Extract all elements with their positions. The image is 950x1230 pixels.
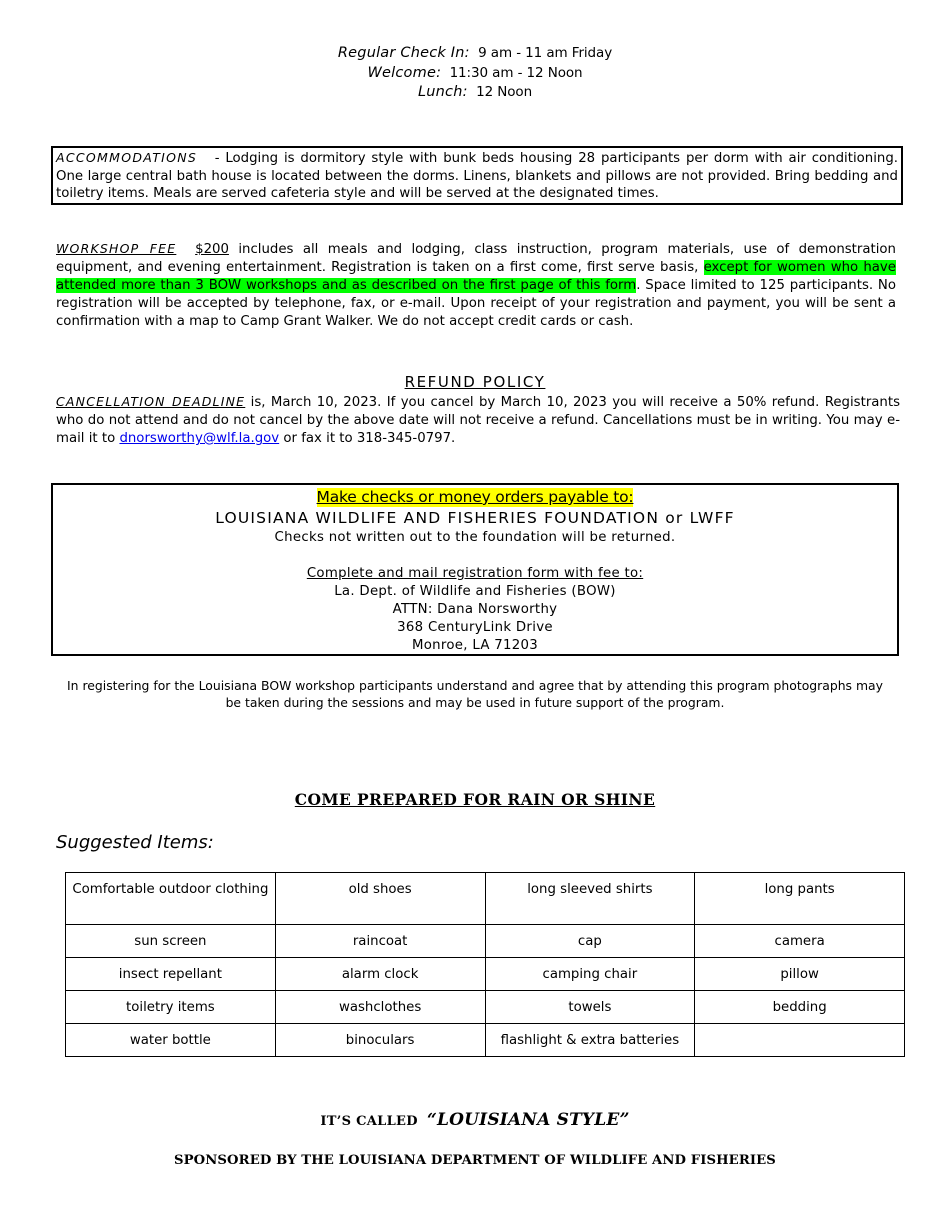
checkin-label: Regular Check In:	[337, 45, 470, 61]
workshop-fee-label: WORKSHOP FEE	[56, 241, 177, 256]
accommodations-box	[51, 146, 903, 205]
suggested-items-label: Suggested Items:	[56, 832, 214, 853]
mail-heading: Complete and mail registration form with fee to:	[306, 566, 644, 581]
email-link[interactable]: dnorsworthy@wlf.la.gov	[119, 431, 280, 446]
table-cell: pillow	[695, 958, 905, 991]
refund-policy-title: REFUND POLICY	[404, 373, 546, 391]
sponsor-line: SPONSORED BY THE LOUISIANA DEPARTMENT OF WILDLIFE AND FISHERIES	[174, 1153, 776, 1168]
foundation-name: LOUISIANA WILDLIFE AND FISHERIES FOUNDATION or LWFF	[215, 509, 735, 527]
table-cell: water bottle	[66, 1024, 276, 1057]
table-cell: camera	[695, 925, 905, 958]
payment-box	[51, 483, 899, 656]
table-row	[66, 958, 905, 991]
suggested-items-table	[65, 872, 905, 1057]
table-cell: Comfortable outdoor clothing	[66, 873, 276, 925]
welcome-value: 11:30 am - 12 Noon	[449, 64, 583, 81]
schedule	[0, 44, 950, 103]
payment-title: Make checks or money orders payable to:	[316, 488, 634, 506]
table-row	[66, 873, 905, 925]
address-line: Monroe, LA 71203	[411, 638, 539, 653]
refund-text-1: is, March 10, 2023. If you cancel by March 10, 2023 you will receive a 50% refund. Registrants who do not attend and do not cancel by the above date will not receive a refund. Cancellations must be in writing. You may e-mail it to	[56, 395, 901, 446]
table-cell: alarm clock	[275, 958, 485, 991]
table-cell: insect repellant	[66, 958, 276, 991]
table-cell: washclothes	[275, 991, 485, 1024]
address-line: 368 CenturyLink Drive	[397, 620, 553, 635]
table-cell	[695, 1024, 905, 1057]
its-called-line	[0, 1108, 950, 1134]
table-cell: flashlight & extra batteries	[485, 1024, 695, 1057]
address-line: La. Dept. of Wildlife and Fisheries (BOW)	[334, 584, 616, 599]
table-cell: long sleeved shirts	[485, 873, 695, 925]
address-line: ATTN: Dana Norsworthy	[392, 602, 558, 617]
workshop-fee-text-2: . Space limited to 125 participants. No registration will be accepted by telephone, fax, or e-mail. Upon receipt of your registration and payment, you will be sent a confirmation with a map to Camp Grant Walker. We do not accept credit cards or cash.	[56, 278, 897, 329]
table-cell: binoculars	[275, 1024, 485, 1057]
workshop-fee-amount: $200	[195, 242, 229, 257]
table-cell: towels	[485, 991, 695, 1024]
lunch-row	[0, 83, 950, 103]
table-cell: long pants	[695, 873, 905, 925]
louisiana-style-text: “LOUISIANA STYLE”	[427, 1110, 630, 1130]
table-cell: sun screen	[66, 925, 276, 958]
table-cell: camping chair	[485, 958, 695, 991]
its-called-text: IT’S CALLED	[320, 1114, 418, 1129]
accommodations-label: ACCOMMODATIONS	[56, 150, 198, 165]
come-prepared-heading: COME PREPARED FOR RAIN OR SHINE	[294, 790, 656, 809]
workshop-fee-paragraph	[56, 240, 896, 331]
workshop-fee-text-1: includes all meals and lodging, class instruction, program materials, use of demonstration equipment, and evening entertainment. Registration is taken on a first come, first serve basis,	[56, 242, 896, 275]
workshop-fee-highlight: except for women who have attended more than 3 BOW workshops and as described on the first page of this form	[56, 260, 896, 293]
table-row	[66, 991, 905, 1024]
payment-warning: Checks not written out to the foundation will be returned.	[274, 530, 676, 545]
checkin-value: 9 am - 11 am Friday	[478, 45, 613, 61]
lunch-value: 12 Noon	[476, 84, 533, 100]
table-cell: bedding	[695, 991, 905, 1024]
table-row	[66, 925, 905, 958]
refund-text-2: or fax it to 318-345-0797.	[279, 431, 456, 446]
table-cell: old shoes	[275, 873, 485, 925]
table-cell: raincoat	[275, 925, 485, 958]
table-cell: toiletry items	[66, 991, 276, 1024]
cancellation-deadline-label: CANCELLATION DEADLINE	[56, 394, 246, 409]
photo-consent-note: In registering for the Louisiana BOW workshop participants understand and agree that by attending this program photographs may be taken during the sessions and may be used in future support of the program.	[67, 678, 883, 710]
checkin-row	[0, 44, 950, 64]
table-cell: cap	[485, 925, 695, 958]
lunch-label: Lunch:	[417, 84, 468, 100]
welcome-row	[0, 64, 950, 84]
welcome-label: Welcome:	[367, 64, 442, 81]
refund-paragraph	[56, 393, 900, 448]
table-row	[66, 1024, 905, 1057]
accommodations-text: - Lodging is dormitory style with bunk beds housing 28 participants per dorm with air conditioning. One large central bath house is located between the dorms. Linens, blankets and pillows are not provided. Bring bedding and toiletry items. Meals are served cafeteria style and will be served at the designated times.	[56, 151, 898, 201]
